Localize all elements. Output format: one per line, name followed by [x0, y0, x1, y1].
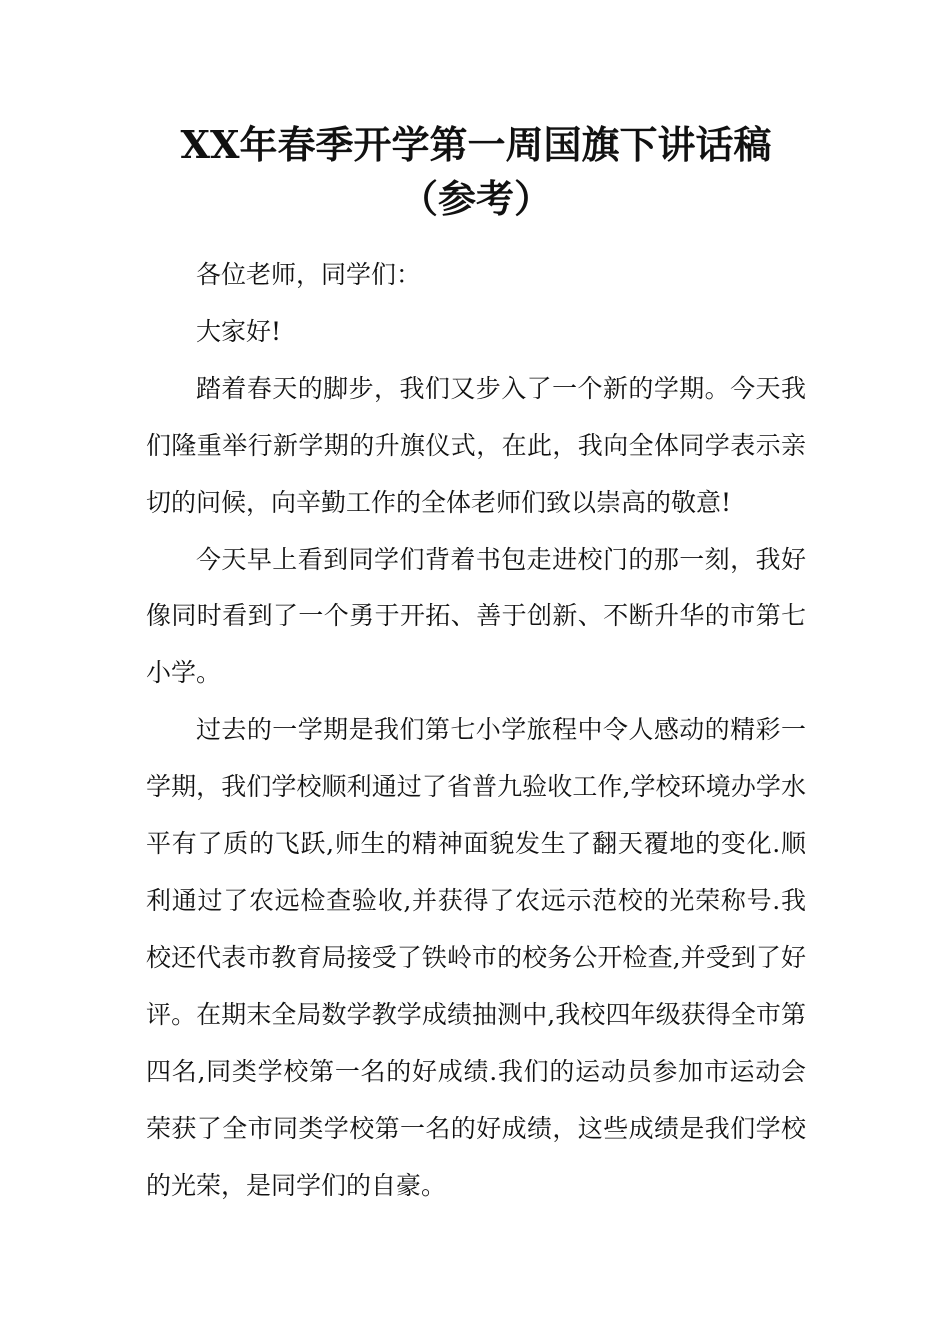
salutation-paragraph: 大家好!: [196, 316, 282, 346]
body-paragraph: 今天早上看到同学们背着书包走进校门的那一刻，我好像同时看到了一个勇于开拓、善于创新、不断升华的市第七小学。: [146, 544, 806, 688]
body-paragraph: 过去的一学期是我们第七小学旅程中令人感动的精彩一学期，我们学校顺利通过了省普九验收工作,学校环境办学水平有了质的飞跃,师生的精神面貌发生了翻天覆地的变化.顺利通过了农远检查验收,并获得了农远示范校的光荣称号.我校还代表市教育局接受了铁岭市的校务公开检查,并受到了好评。在期末全局数学教学成绩抽测中,我校四年级获得全市第四名,同类学校第一名的好成绩.我们的运动员参加市运动会荣获了全市同类学校第一名的好成绩，这些成绩是我们学校的光荣，是同学们的自豪。: [146, 715, 806, 1200]
document-title: XX年春季开学第一周国旗下讲话稿（参考）: [180, 122, 772, 221]
body-paragraph: 踏着春天的脚步，我们又步入了一个新的学期。今天我们隆重举行新学期的升旗仪式，在此，我向全体同学表示亲切的问候，向辛勤工作的全体老师们致以崇高的敬意!: [146, 373, 806, 517]
document-body: [146, 247, 806, 1214]
greeting-paragraph: 各位老师，同学们：: [196, 260, 422, 289]
